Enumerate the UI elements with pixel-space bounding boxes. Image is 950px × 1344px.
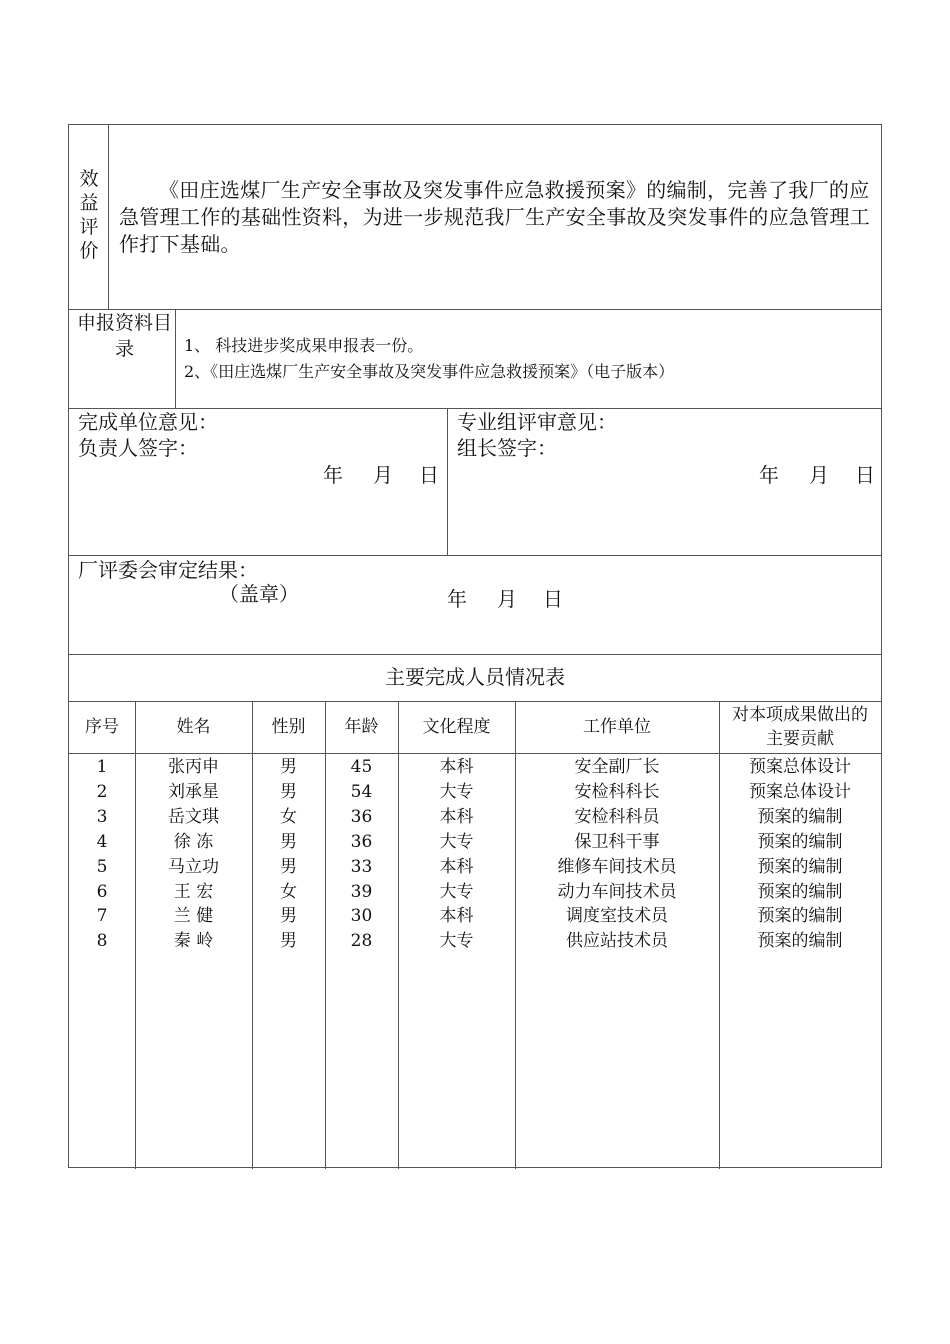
table-cell: 安检科科长 xyxy=(574,781,660,802)
header-contribution: 对本项成果做出的主要贡献 xyxy=(732,705,868,749)
table-cell: 安检科科员 xyxy=(574,806,660,827)
table-cell: 预案的编制 xyxy=(757,806,843,827)
divider xyxy=(69,309,881,310)
personnel-table-title: 主要完成人员情况表 xyxy=(385,665,565,689)
table-cell: 马立功 xyxy=(168,856,219,877)
seal-label: （盖章） xyxy=(219,582,299,606)
table-cell: 预案的编制 xyxy=(757,906,843,927)
table-cell: 本科 xyxy=(439,757,474,777)
expert-sign-label: 组长签字： xyxy=(457,436,557,460)
materials-list xyxy=(184,333,674,385)
table-cell: 大专 xyxy=(439,781,474,802)
column-contribution xyxy=(719,755,881,954)
table-cell: 预案总体设计 xyxy=(749,757,851,777)
benefit-label-char: 效 xyxy=(79,168,99,190)
column-index xyxy=(69,755,135,954)
expert-opinion-title: 专业组评审意见： xyxy=(457,410,617,434)
date-year: 年 xyxy=(323,463,343,487)
table-cell: 28 xyxy=(350,931,373,952)
date-month: 月 xyxy=(809,463,829,487)
table-cell: 张丙申 xyxy=(168,757,219,777)
table-cell: 预案的编制 xyxy=(757,856,843,877)
date-year: 年 xyxy=(447,587,467,611)
benefit-label-char: 评 xyxy=(79,216,99,238)
table-cell: 男 xyxy=(280,906,297,927)
table-cell: 2 xyxy=(96,781,108,802)
table-cell: 大专 xyxy=(439,831,474,852)
column-work-unit xyxy=(515,755,719,954)
unit-sign-label: 负责人签字： xyxy=(78,436,198,460)
table-cell: 女 xyxy=(280,881,297,902)
table-cell: 女 xyxy=(280,806,297,827)
date-day: 日 xyxy=(419,463,439,487)
table-cell: 本科 xyxy=(439,856,474,877)
table-cell: 岳文琪 xyxy=(168,806,219,827)
table-cell: 预案的编制 xyxy=(757,831,843,852)
table-cell: 5 xyxy=(96,856,108,877)
list-item: 1、 科技进步奖成果申报表一份。 xyxy=(184,336,424,355)
table-cell: 8 xyxy=(96,931,108,952)
table-cell: 供应站技术员 xyxy=(566,931,668,952)
table-cell: 30 xyxy=(350,906,373,927)
committee-date xyxy=(447,583,563,612)
date-month: 月 xyxy=(497,587,517,611)
divider xyxy=(447,408,448,555)
table-cell: 3 xyxy=(96,806,108,827)
application-form-table xyxy=(68,124,882,1168)
table-cell: 王 宏 xyxy=(173,881,214,902)
benefit-text: 《田庄选煤厂生产安全事故及突发事件应急救援预案》的编制，完善了我厂的应急管理工作的基础性资料，为进一步规范我厂生产安全事故及突发事件的应急管理工作打下基础。 xyxy=(119,178,871,256)
table-cell: 45 xyxy=(350,757,373,777)
list-item: 2、《田庄选煤厂生产安全事故及突发事件应急救援预案》（电子版本） xyxy=(184,362,675,381)
table-cell: 秦 岭 xyxy=(173,931,214,952)
table-cell: 39 xyxy=(350,881,373,902)
table-cell: 预案的编制 xyxy=(757,931,843,952)
table-cell: 大专 xyxy=(439,931,474,952)
header-index: 序号 xyxy=(85,717,119,737)
table-cell: 36 xyxy=(350,831,373,852)
table-cell: 36 xyxy=(350,806,373,827)
column-age xyxy=(325,755,398,954)
table-cell: 徐 冻 xyxy=(173,831,214,852)
table-cell: 预案的编制 xyxy=(757,881,843,902)
table-cell: 保卫科干事 xyxy=(574,831,660,852)
table-cell: 33 xyxy=(350,856,373,877)
table-cell: 维修车间技术员 xyxy=(557,856,677,877)
date-month: 月 xyxy=(373,463,393,487)
unit-date xyxy=(323,459,439,488)
table-cell: 7 xyxy=(96,906,108,927)
table-cell: 刘承星 xyxy=(168,781,219,802)
header-work-unit: 工作单位 xyxy=(583,717,651,737)
date-year: 年 xyxy=(759,463,779,487)
table-cell: 安全副厂长 xyxy=(574,757,660,777)
table-cell: 54 xyxy=(350,781,373,802)
table-cell: 男 xyxy=(280,931,297,952)
header-name: 姓名 xyxy=(176,717,211,737)
column-gender xyxy=(252,755,325,954)
divider xyxy=(69,555,881,556)
table-cell: 兰 健 xyxy=(173,906,214,927)
materials-label: 申报资料目录 xyxy=(77,312,173,360)
committee-title: 厂评委会审定结果： xyxy=(78,558,258,582)
table-cell: 男 xyxy=(280,781,297,802)
date-day: 日 xyxy=(855,463,875,487)
date-day: 日 xyxy=(543,587,563,611)
benefit-label-char: 益 xyxy=(79,192,99,214)
column-education xyxy=(398,755,515,954)
unit-opinion-title: 完成单位意见： xyxy=(78,410,218,434)
divider xyxy=(175,309,176,408)
table-cell: 男 xyxy=(280,831,297,852)
table-cell: 1 xyxy=(96,757,108,777)
table-cell: 本科 xyxy=(439,806,474,827)
table-cell: 动力车间技术员 xyxy=(557,881,677,902)
table-cell: 4 xyxy=(96,831,108,852)
divider xyxy=(69,753,881,754)
table-cell: 预案总体设计 xyxy=(749,781,851,802)
header-education: 文化程度 xyxy=(422,717,491,737)
column-name xyxy=(135,755,252,954)
header-gender: 性别 xyxy=(271,717,306,737)
divider xyxy=(108,125,109,309)
benefit-label xyxy=(69,167,109,263)
table-cell: 调度室技术员 xyxy=(566,906,668,927)
table-cell: 本科 xyxy=(439,906,474,927)
header-age: 年龄 xyxy=(344,717,379,737)
expert-date xyxy=(759,459,875,488)
benefit-label-char: 价 xyxy=(79,240,99,262)
table-cell: 男 xyxy=(280,856,297,877)
table-cell: 大专 xyxy=(439,881,474,902)
table-cell: 6 xyxy=(96,881,108,902)
table-cell: 男 xyxy=(280,757,297,777)
